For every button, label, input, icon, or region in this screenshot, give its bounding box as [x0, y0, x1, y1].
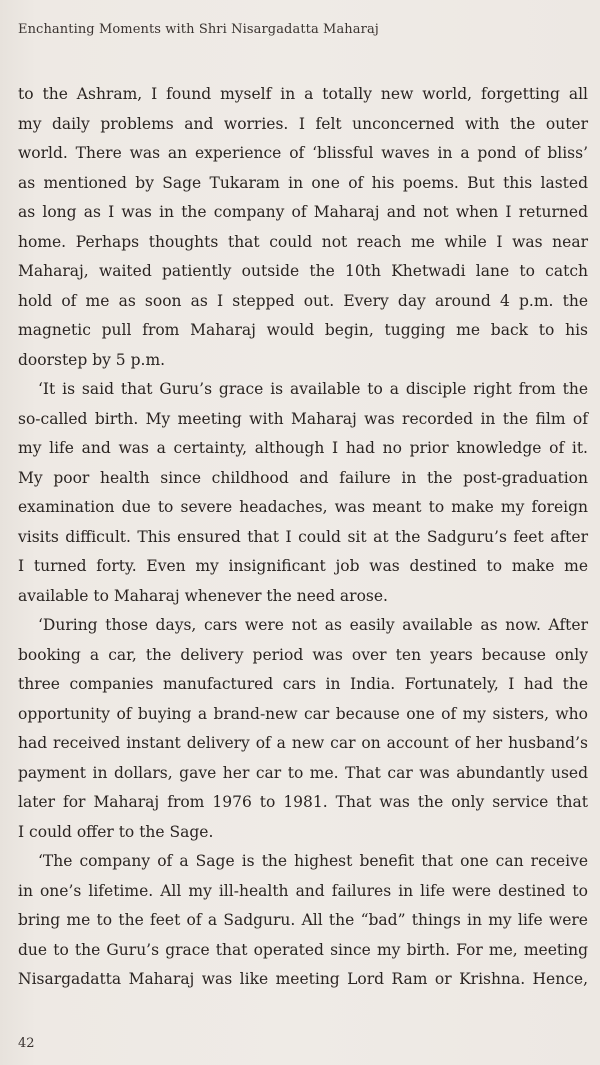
- text-line: to the Ashram, I found myself in a totally new world, forgetting all: [18, 85, 588, 103]
- text-line: in one’s lifetime. All my ill-health and failures in life were destined to: [18, 881, 588, 900]
- text-line: opportunity of buying a brand-new car because one of my sisters, who: [18, 704, 588, 723]
- text-line: magnetic pull from Maharaj would begin, tugging me back to his: [18, 321, 588, 339]
- text-line: visits difficult. This ensured that I could sit at the Sadguru’s feet after: [18, 527, 588, 546]
- text-line: My poor health since childhood and failure in the post-graduation: [18, 468, 588, 487]
- text-line: doorstep by 5 p.m.: [18, 350, 166, 369]
- paragraph: [18, 375, 588, 611]
- text-line: ‘It is said that Guru’s grace is available to a disciple right from the: [38, 380, 588, 398]
- text-line: so-called birth. My meeting with Maharaj was recorded in the film of: [18, 409, 588, 428]
- text-line: hold of me as soon as I stepped out. Every day around 4 p.m. the: [18, 291, 588, 310]
- paragraph: [18, 611, 588, 847]
- text-line: Nisargadatta Maharaj was like meeting Lord Ram or Krishna. Hence,: [18, 970, 588, 988]
- text-line: examination due to severe headaches, was meant to make my foreign: [18, 498, 588, 516]
- text-line: due to the Guru’s grace that operated since my birth. For me, meeting: [18, 940, 588, 959]
- text-line: Maharaj, waited patiently outside the 10th Khetwadi lane to catch: [18, 262, 588, 280]
- text-line: I turned forty. Even my insignificant job was destined to make me: [18, 557, 588, 575]
- text-line: ‘The company of a Sage is the highest benefit that one can receive: [38, 852, 588, 870]
- text-line: my daily problems and worries. I felt unconcerned with the outer: [18, 114, 588, 133]
- text-line: three companies manufactured cars in India. Fortunately, I had the: [18, 675, 588, 693]
- body-text: [18, 80, 588, 995]
- text-line: ‘During those days, cars were not as easily available as now. After: [38, 616, 588, 634]
- running-head: Enchanting Moments with Shri Nisargadatta Maharaj: [18, 22, 379, 37]
- text-line: I could offer to the Sage.: [18, 822, 214, 841]
- paragraph: [18, 847, 588, 995]
- text-line: later for Maharaj from 1976 to 1981. That was the only service that: [18, 793, 588, 811]
- text-line: world. There was an experience of ‘blissful waves in a pond of bliss’: [18, 144, 588, 162]
- text-line: had received instant delivery of a new car on account of her husband’s: [18, 734, 588, 752]
- text-line: bring me to the feet of a Sadguru. All the “bad” things in my life were: [18, 911, 588, 929]
- paragraph: [18, 80, 588, 375]
- text-line: as mentioned by Sage Tukaram in one of his poems. But this lasted: [18, 173, 588, 192]
- text-line: payment in dollars, gave her car to me. That car was abundantly used: [18, 763, 588, 782]
- text-line: my life and was a certainty, although I had no prior knowledge of it.: [18, 439, 588, 457]
- text-line: available to Maharaj whenever the need arose.: [18, 586, 388, 605]
- text-line: home. Perhaps thoughts that could not reach me while I was near: [18, 232, 588, 251]
- text-line: booking a car, the delivery period was over ten years because only: [18, 645, 588, 664]
- page-number: 42: [18, 1036, 35, 1051]
- text-line: as long as I was in the company of Maharaj and not when I returned: [18, 203, 588, 221]
